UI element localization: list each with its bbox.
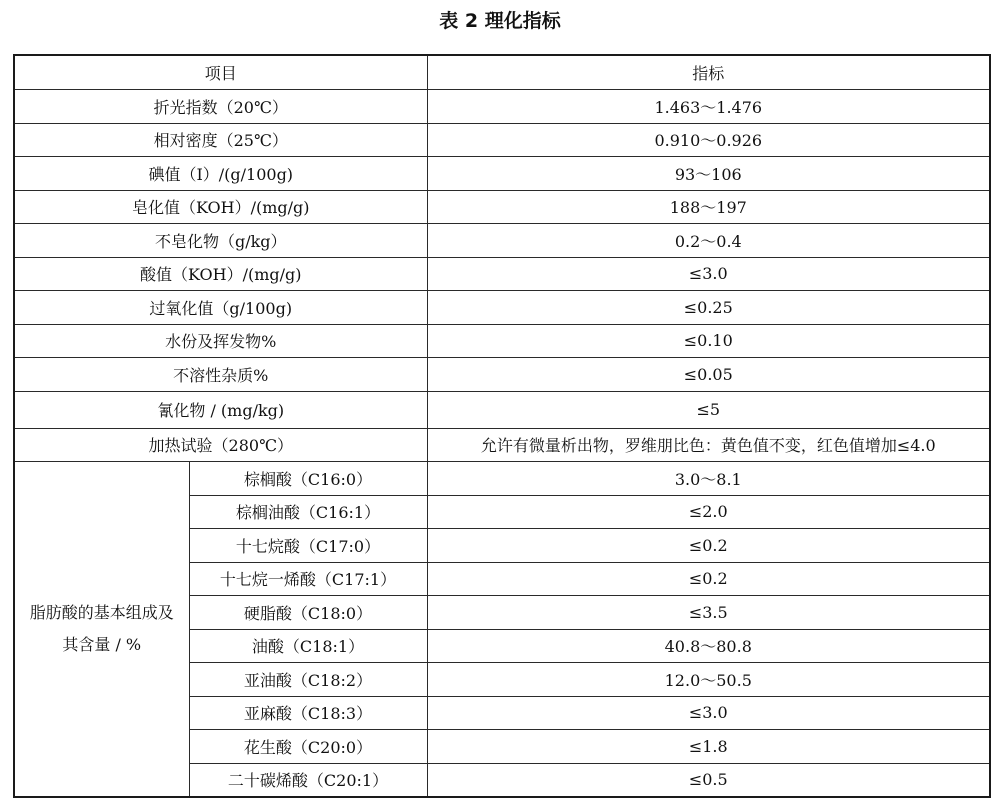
table-row [14,90,990,124]
subrow-item: 亚麻酸（C18:3） [189,696,427,730]
table-row [14,224,990,258]
fatty-acid-group-label [14,462,189,798]
row-spec: ≤3.0 [427,257,990,291]
subrow-item: 花生酸（C20:0） [189,730,427,764]
row-spec: 0.910～0.926 [427,123,990,157]
table-row [14,462,990,496]
subrow-item: 硬脂酸（C18:0） [189,596,427,630]
subrow-item: 亚油酸（C18:2） [189,663,427,697]
row-item: 酸值（KOH）/(mg/g) [14,257,427,291]
row-spec: 1.463～1.476 [427,90,990,124]
subrow-spec: ≤3.0 [427,696,990,730]
row-item: 水份及挥发物% [14,324,427,358]
row-spec: 0.2～0.4 [427,224,990,258]
subrow-item: 十七烷酸（C17:0） [189,529,427,563]
row-item: 不皂化物（g/kg） [14,224,427,258]
table-row [14,157,990,191]
row-spec: ≤0.05 [427,358,990,392]
row-spec: ≤5 [427,391,990,428]
subrow-item: 棕榈酸（C16:0） [189,462,427,496]
row-item: 碘值（I）/(g/100g) [14,157,427,191]
table-header-row [14,55,990,90]
row-item: 折光指数（20℃） [14,90,427,124]
table-row [14,190,990,224]
subrow-item: 油酸（C18:1） [189,629,427,663]
column-header-item: 项目 [14,55,427,90]
physicochemical-spec-table [13,54,991,798]
subrow-spec: ≤2.0 [427,495,990,529]
subrow-spec: ≤1.8 [427,730,990,764]
table-row [14,358,990,392]
table-row [14,123,990,157]
row-item: 不溶性杂质% [14,358,427,392]
subrow-item: 棕榈油酸（C16:1） [189,495,427,529]
group-label-line: 其含量 / % [62,635,142,654]
row-spec: 93～106 [427,157,990,191]
row-item: 氰化物 / (mg/kg) [14,391,427,428]
subrow-spec: ≤0.5 [427,763,990,797]
subrow-spec: ≤0.2 [427,529,990,563]
table-row [14,324,990,358]
column-header-spec: 指标 [427,55,990,90]
subrow-spec: 12.0～50.5 [427,663,990,697]
table-row [14,428,990,462]
row-spec: ≤0.10 [427,324,990,358]
table-row [14,391,990,428]
row-spec: 允许有微量析出物，罗维朋比色：黄色值不变，红色值增加≤4.0 [427,428,990,462]
group-label-line: 脂肪酸的基本组成及 [29,603,174,622]
row-item: 皂化值（KOH）/(mg/g) [14,190,427,224]
row-spec: 188～197 [427,190,990,224]
row-item: 加热试验（280℃） [14,428,427,462]
subrow-spec: ≤3.5 [427,596,990,630]
row-item: 相对密度（25℃） [14,123,427,157]
table-caption: 表 2 理化指标 [439,10,561,32]
subrow-item: 十七烷一烯酸（C17:1） [189,562,427,596]
row-spec: ≤0.25 [427,291,990,325]
subrow-spec: ≤0.2 [427,562,990,596]
subrow-spec: 40.8～80.8 [427,629,990,663]
row-item: 过氧化值（g/100g) [14,291,427,325]
table-row [14,291,990,325]
table-row [14,257,990,291]
subrow-item: 二十碳烯酸（C20:1） [189,763,427,797]
subrow-spec: 3.0～8.1 [427,462,990,496]
